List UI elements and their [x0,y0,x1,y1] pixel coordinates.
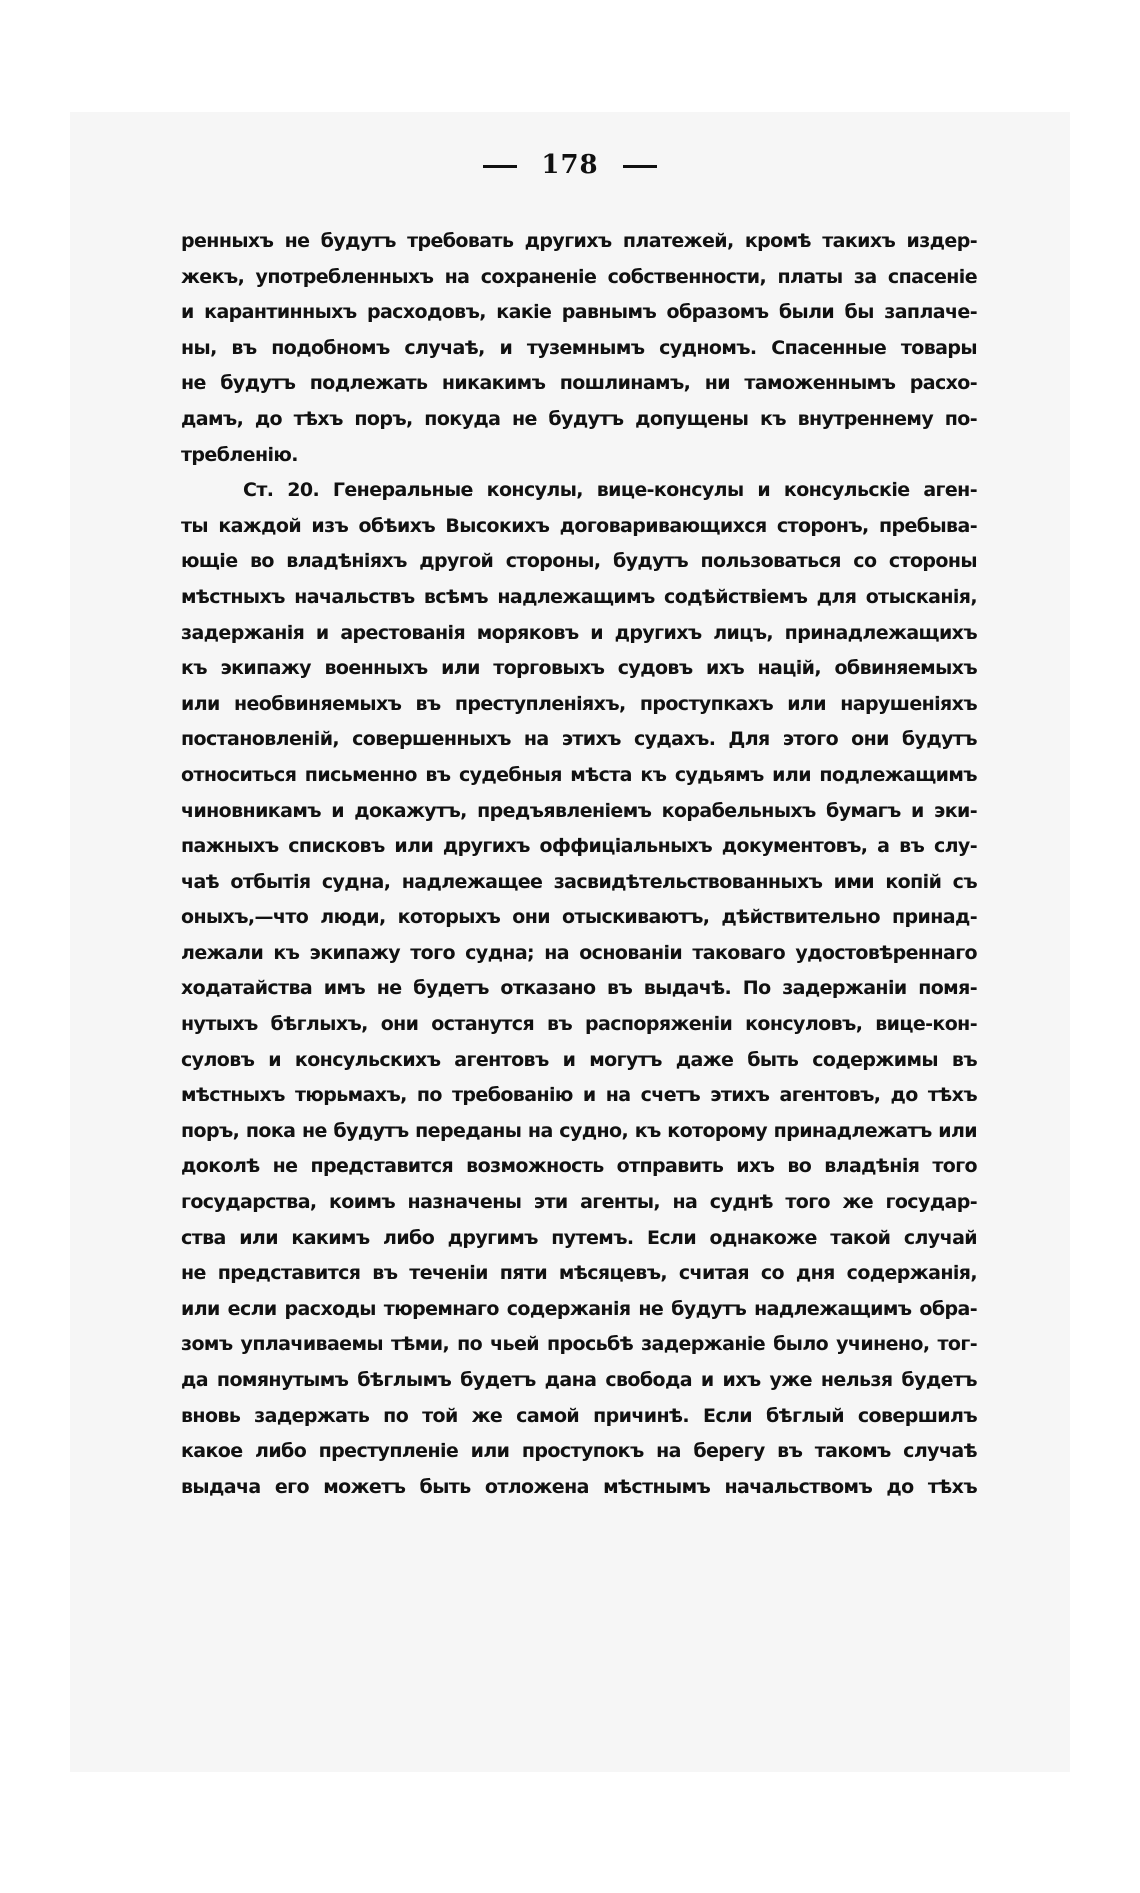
text-line: не представится въ теченіи пяти мѣсяцевъ, считая со дня содержанія, [181,1262,977,1285]
header-dash-left [483,165,517,168]
text-line: лежали къ экипажу того судна; на основаніи таковаго удостовѣреннаго [181,941,977,964]
text-line: или если расходы тюремнаго содержанія не будутъ надлежащимъ обра- [181,1297,977,1320]
text-line: суловъ и консульскихъ агентовъ и могутъ даже быть содержимы въ [181,1048,977,1071]
text-line: зомъ уплачиваемы тѣми, по чьей просьбѣ задержаніе было учинено, тог- [181,1333,977,1356]
text-line: чиновникамъ и докажутъ, предъявленіемъ корабельныхъ бумагъ и эки- [181,799,977,822]
page-number: 178 [541,150,599,180]
text-line: нутыхъ бѣглыхъ, они останутся въ распоряженіи консуловъ, вице-кон- [181,1013,977,1036]
text-line: вновь задержать по той же самой причинѣ. Если бѣглый совершилъ [181,1404,977,1427]
text-line: чаѣ отбытія судна, надлежащее засвидѣтельствованныхъ ими копій съ [181,870,977,893]
article-20-start: Ст. 20. Генеральные консулы, вице-консулы и консульскіе аген- [243,479,977,502]
body-text [181,224,977,1505]
text-line: задержанія и арестованія моряковъ и другихъ лицъ, принадлежащихъ [181,621,977,644]
text-line: пажныхъ списковъ или другихъ оффиціальныхъ документовъ, а въ слу- [181,835,977,858]
text-line: къ экипажу военныхъ или торговыхъ судовъ ихъ націй, обвиняемыхъ [181,657,977,680]
text-line: выдача его можетъ быть отложена мѣстнымъ начальствомъ до тѣхъ [181,1475,977,1498]
text-line: или необвиняемыхъ въ преступленіяхъ, проступкахъ или нарушеніяхъ [181,692,977,715]
text-line: мѣстныхъ тюрьмахъ, по требованію и на счетъ этихъ агентовъ, до тѣхъ [181,1084,977,1107]
text-line: требленію. [181,443,298,466]
text-line: не будутъ подлежать никакимъ пошлинамъ, ни таможеннымъ расхо- [181,372,977,395]
text-line: поръ, пока не будутъ переданы на судно, къ которому принадлежатъ или [181,1119,977,1142]
header-dash-right [623,165,657,168]
text-line: доколѣ не представится возможность отправить ихъ во владѣнія того [181,1155,977,1178]
text-line: ходатайства имъ не будетъ отказано въ выдачѣ. По задержаніи помя- [181,977,977,1000]
text-line: постановленій, совершенныхъ на этихъ судахъ. Для этого они будутъ [181,728,977,751]
text-line: ренныхъ не будутъ требовать другихъ платежей, кромѣ такихъ издер- [181,230,977,252]
text-line: дамъ, до тѣхъ поръ, покуда не будутъ допущены къ внутреннему по- [181,407,977,430]
text-line: какое либо преступленіе или проступокъ на берегу въ такомъ случаѣ [181,1440,977,1463]
text-line: оныхъ,—что люди, которыхъ они отыскиваютъ, дѣйствительно принад- [181,906,977,929]
text-line: ты каждой изъ обѣихъ Высокихъ договаривающихся сторонъ, пребыва- [181,514,977,537]
text-line: и карантинныхъ расходовъ, какіе равнымъ образомъ были бы заплаче- [181,301,977,324]
text-line: да помянутымъ бѣглымъ будетъ дана свобода и ихъ уже нельзя будетъ [181,1369,977,1391]
page-header [0,150,1140,180]
text-line: государства, коимъ назначены эти агенты, на суднѣ того же государ- [181,1191,977,1214]
text-line: ющіе во владѣніяхъ другой стороны, будутъ пользоваться со стороны [181,550,977,573]
text-line: относиться письменно въ судебныя мѣста къ судьямъ или подлежащимъ [181,763,977,786]
text-line: ства или какимъ либо другимъ путемъ. Если однакоже такой случай [181,1226,977,1249]
text-line: жекъ, употребленныхъ на сохраненіе собственности, платы за спасеніе [181,265,977,288]
text-line: мѣстныхъ начальствъ всѣмъ надлежащимъ содѣйствіемъ для отысканія, [181,585,977,608]
text-line: ны, въ подобномъ случаѣ, и туземнымъ судномъ. Спасенные товары [181,336,977,359]
